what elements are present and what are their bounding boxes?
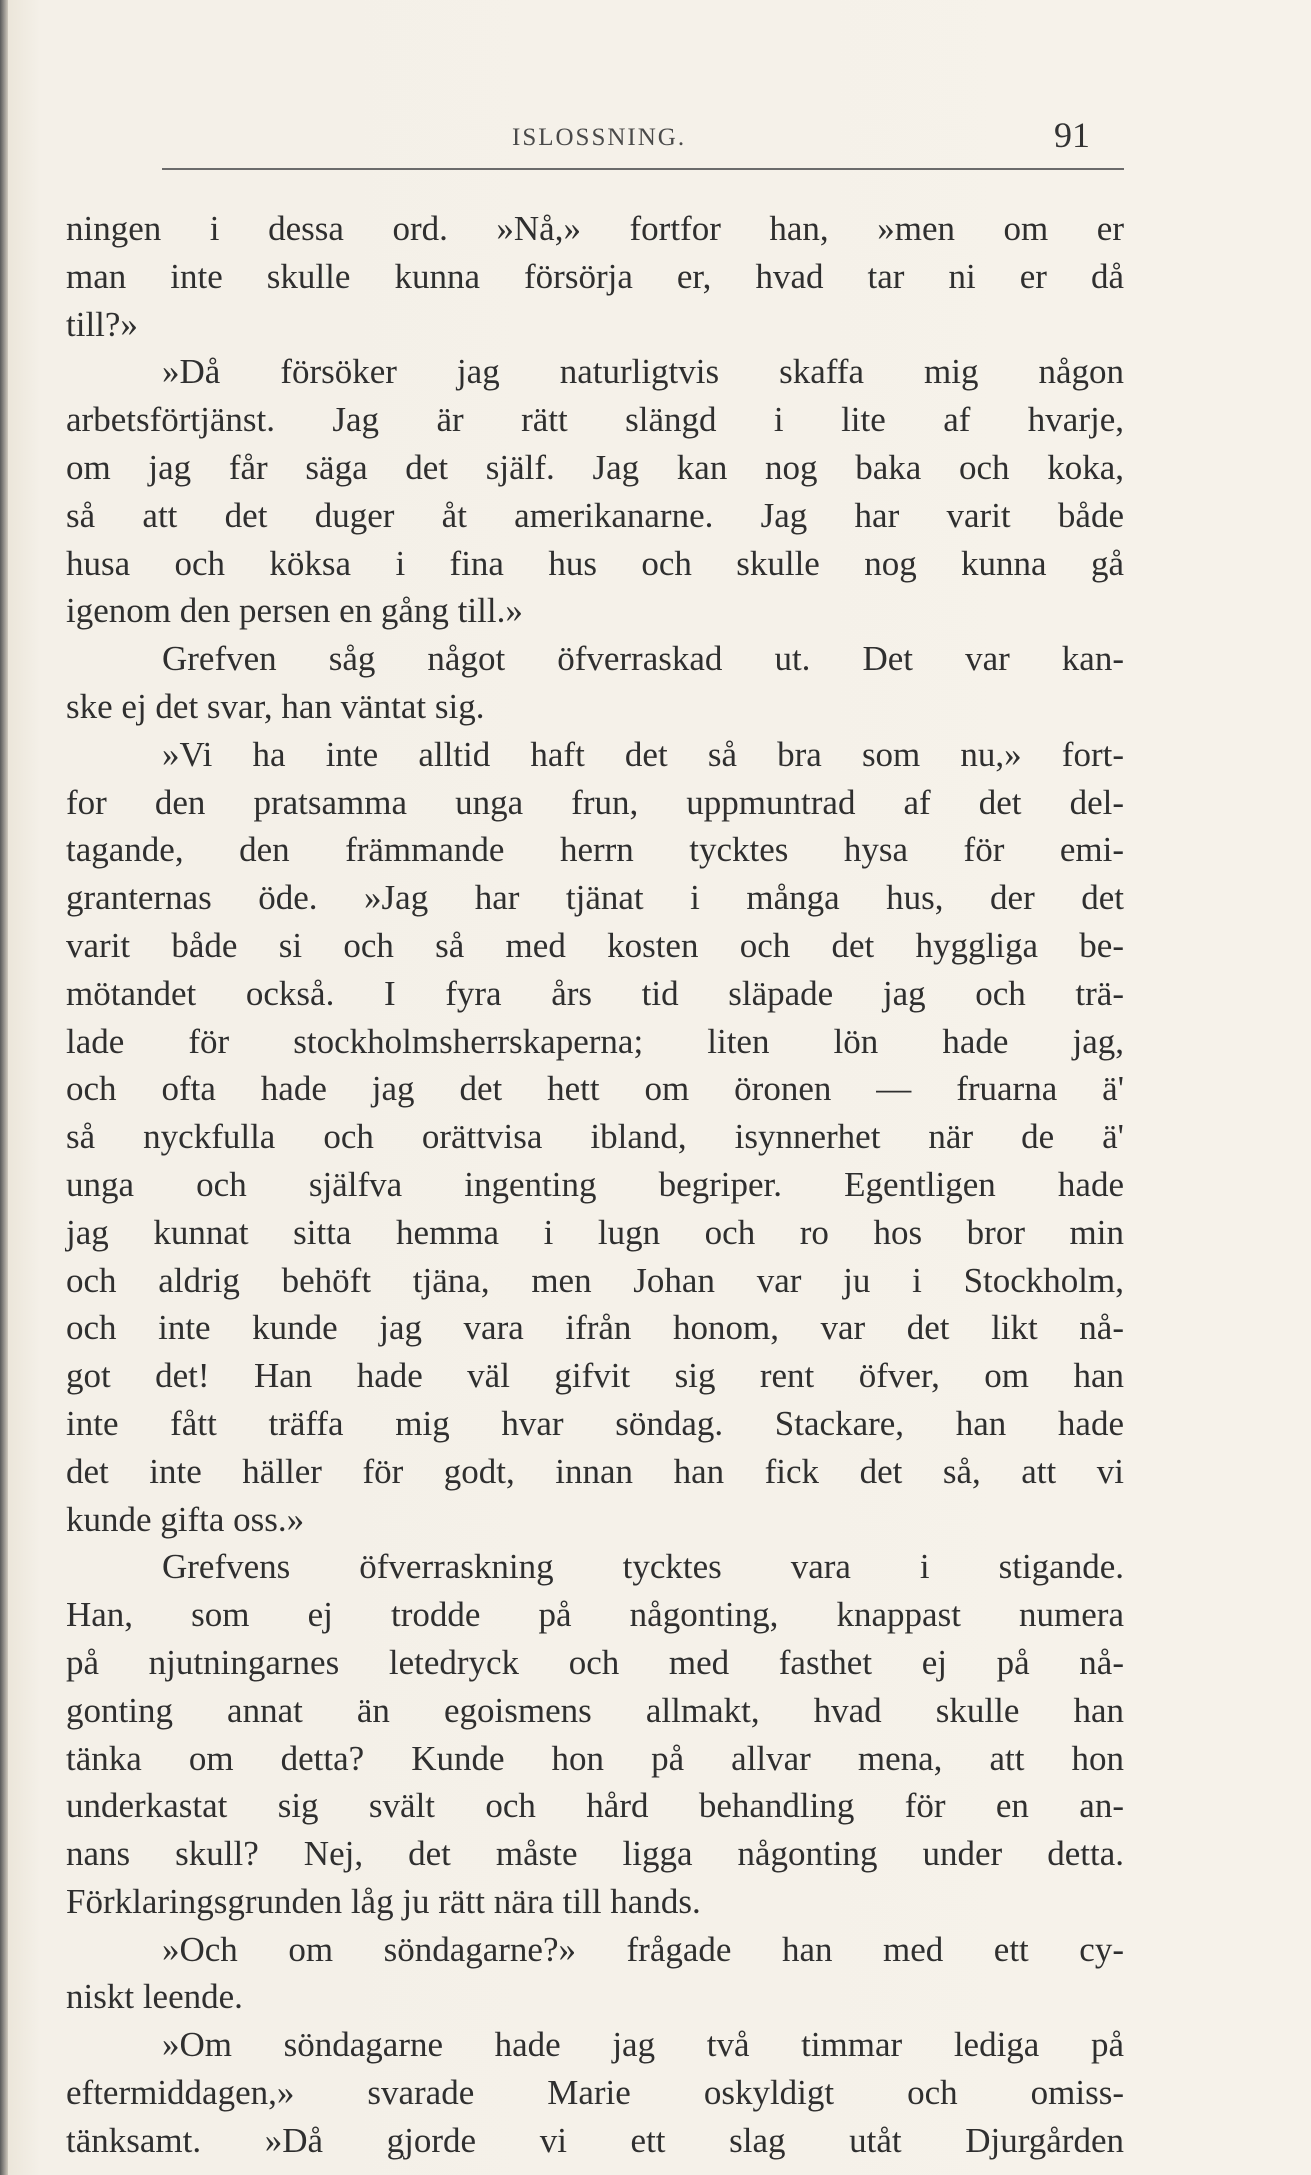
text-line: granternas öde. »Jag har tjänat i många hus, der det — [66, 878, 1124, 918]
running-title: ISLOSSNING. — [512, 124, 687, 151]
text-line: »Vi ha inte alltid haft det så bra som nu,» fort- — [162, 734, 1124, 774]
text-line: arbetsförtjänst. Jag är rätt slängd i lite af hvarje, — [66, 400, 1124, 440]
text-line: inte fått träffa mig hvar söndag. Stackare, han hade — [66, 1403, 1124, 1443]
text-line: »Då försöker jag naturligtvis skaffa mig någon — [162, 352, 1124, 392]
text-line: gonting annat än egoismens allmakt, hvad skulle han — [66, 1690, 1124, 1730]
text-line: så att det duger åt amerikanarne. Jag har varit både — [66, 495, 1124, 535]
page-number: 91 — [1054, 115, 1090, 155]
text-line: det inte häller för godt, innan han fick det så, att vi — [66, 1451, 1124, 1491]
text-line: och aldrig behöft tjäna, men Johan var ju i Stockholm, — [66, 1260, 1124, 1300]
text-line: »Och om söndagarne?» frågade han med ett cy- — [162, 1929, 1124, 1969]
page-header — [162, 115, 1124, 174]
text-line: mötandet också. I fyra års tid släpade jag och trä- — [66, 973, 1124, 1013]
text-line: och inte kunde jag vara ifrån honom, var det likt nå- — [66, 1308, 1124, 1348]
text-line: till?» — [66, 304, 138, 344]
text-line: igenom den persen en gång till.» — [66, 591, 523, 631]
text-line: Förklaringsgrunden låg ju rätt nära till hands. — [66, 1881, 701, 1921]
text-line: got det! Han hade väl gifvit sig rent öfver, om han — [66, 1356, 1124, 1396]
text-line: for den pratsamma unga frun, uppmuntrad af det del- — [66, 782, 1124, 822]
text-line: Grefven såg något öfverraskad ut. Det var kan- — [162, 639, 1124, 679]
text-line: underkastat sig svält och hård behandling för en an- — [66, 1786, 1124, 1826]
text-line: Grefvens öfverraskning tycktes vara i stigande. — [162, 1547, 1124, 1587]
text-line: jag kunnat sitta hemma i lugn och ro hos bror min — [66, 1212, 1124, 1252]
book-binding-edge — [0, 0, 8, 2175]
text-line: så nyckfulla och orättvisa ibland, isynnerhet när de ä' — [66, 1117, 1124, 1157]
text-line: varit både si och så med kosten och det hyggliga be- — [66, 925, 1124, 965]
header-rule — [162, 168, 1124, 170]
text-line: lade för stockholmsherrskaperna; liten lön hade jag, — [66, 1021, 1124, 1061]
text-line: och ofta hade jag det hett om öronen — fruarna ä' — [66, 1069, 1124, 1109]
text-line: tänksamt. »Då gjorde vi ett slag utåt Djurgården — [66, 2120, 1124, 2160]
text-line: kunde gifta oss.» — [66, 1499, 305, 1539]
text-line: unga och själfva ingenting begriper. Egentligen hade — [66, 1164, 1124, 1204]
text-line: ningen i dessa ord. »Nå,» fortfor han, »men om er — [66, 209, 1124, 248]
text-line: man inte skulle kunna försörja er, hvad tar ni er då — [66, 256, 1124, 296]
text-line: på njutningarnes letedryck och med fasthet ej på nå- — [66, 1642, 1124, 1682]
text-line: niskt leende. — [66, 1977, 243, 2017]
text-line: ske ej det svar, han väntat sig. — [66, 686, 485, 726]
body-text — [66, 205, 1124, 2165]
text-line: tänka om detta? Kunde hon på allvar mena, att hon — [66, 1738, 1124, 1778]
text-line: eftermiddagen,» svarade Marie oskyldigt och omiss- — [66, 2073, 1124, 2113]
text-line: »Om söndagarne hade jag två timmar lediga på — [162, 2025, 1124, 2065]
text-line: husa och köksa i fina hus och skulle nog kunna gå — [66, 543, 1124, 583]
text-line: tagande, den främmande herrn tycktes hysa för emi- — [66, 830, 1124, 870]
text-line: om jag får säga det själf. Jag kan nog baka och koka, — [66, 447, 1124, 487]
text-line: Han, som ej trodde på någonting, knappast numera — [66, 1595, 1124, 1635]
text-line: nans skull? Nej, det måste ligga någonting under detta. — [66, 1834, 1124, 1874]
